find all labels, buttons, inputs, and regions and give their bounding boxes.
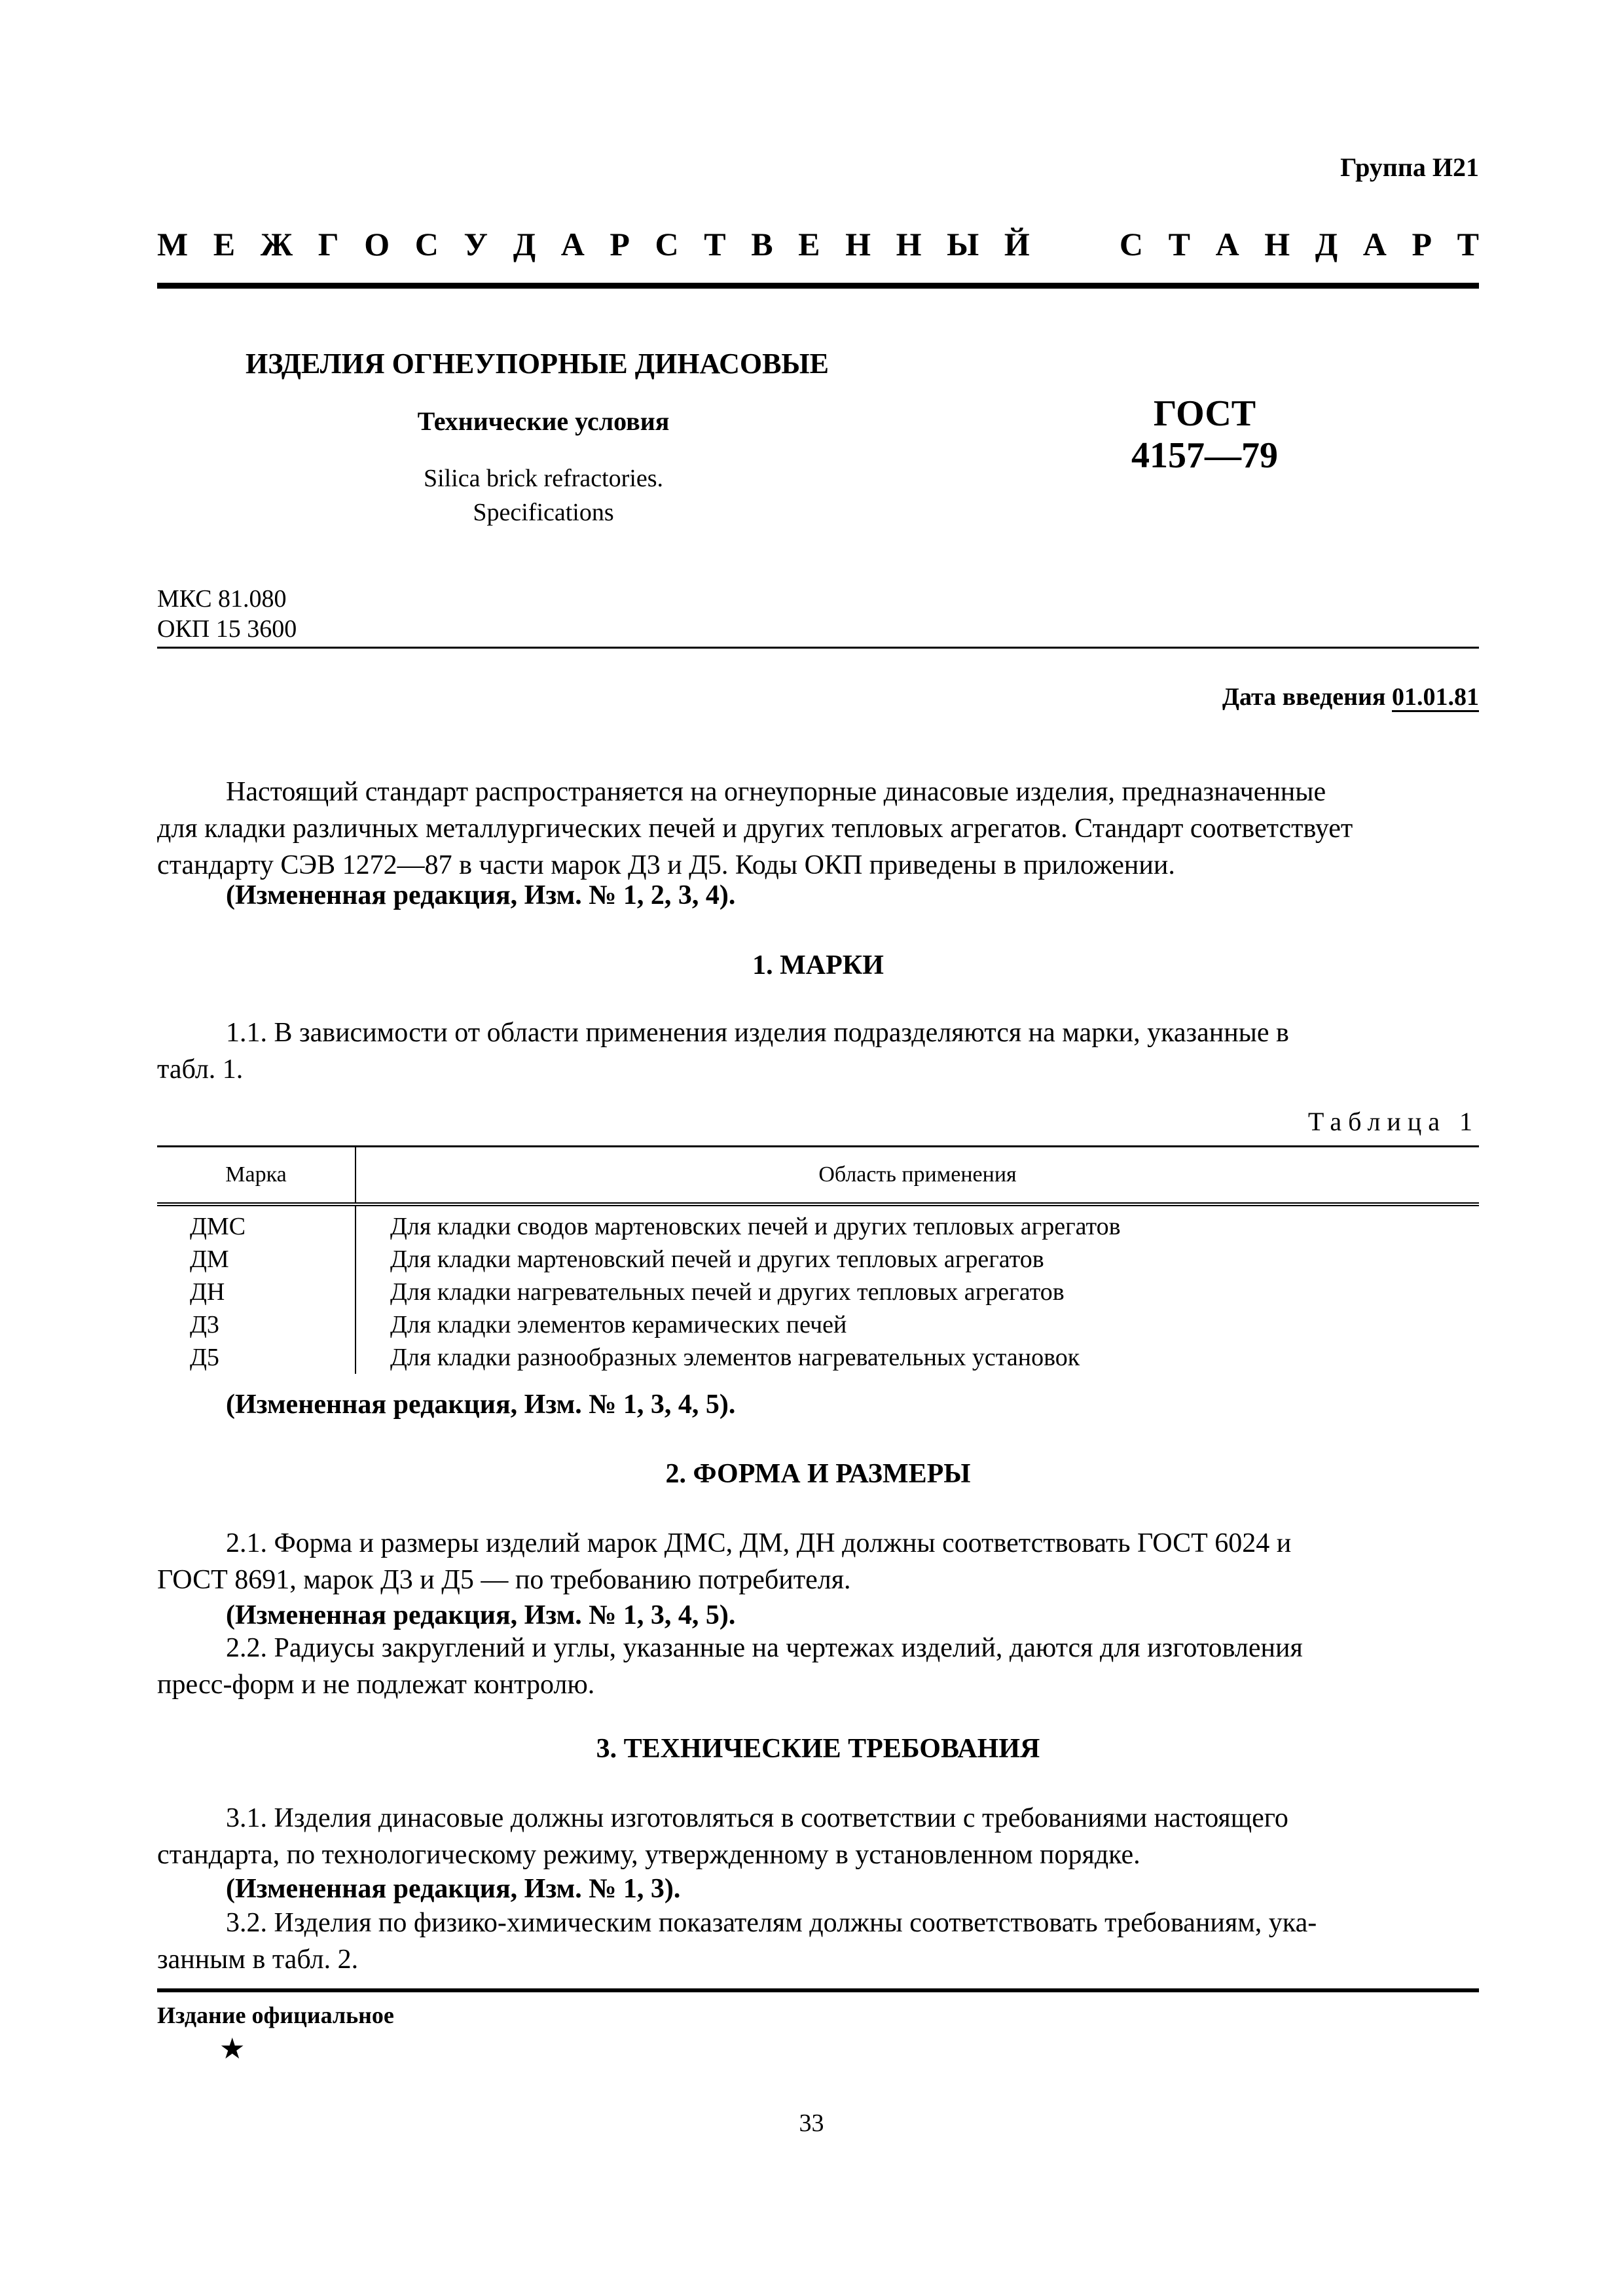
- paragraph-1-1: 1.1. В зависимости от области применения изделия подразделяются на марки, указанные в табл. 1.: [157, 1018, 1289, 1085]
- group-code: Группа И21: [1340, 152, 1479, 182]
- table-row: [157, 1243, 1479, 1276]
- codes-rule: [157, 647, 1479, 649]
- standard-banner: М Е Ж Г О С У Д А Р С Т В Е Н Н Ы Й С Т А Н Д А Р Т: [157, 226, 1479, 262]
- gost-number: ГОСТ 4157—79: [1131, 393, 1278, 476]
- official-edition-label: Издание официальное: [157, 2002, 394, 2028]
- okp-code: ОКП 15 3600: [157, 615, 297, 643]
- grade-cell: ДМ: [157, 1243, 356, 1276]
- footer-rule: [157, 1988, 1479, 1992]
- introduction-date: Дата введения 01.01.81: [1222, 683, 1479, 711]
- paragraph-2-2: 2.2. Радиусы закруглений и углы, указанные на чертежах изделий, даются для изготовления пресс-форм и не подлежат контролю.: [157, 1633, 1303, 1700]
- table-header-row: [157, 1147, 1479, 1205]
- paragraph-2-1: 2.1. Форма и размеры изделий марок ДМС, ДМ, ДН должны соответствовать ГОСТ 6024 и ГОСТ 8691, марок Д3 и Д5 — по требованию потребителя.: [157, 1528, 1292, 1595]
- table-caption: Таблица 1: [1307, 1107, 1479, 1136]
- section-heading: 3. ТЕХНИЧЕСКИЕ ТРЕБОВАНИЯ: [596, 1734, 1040, 1764]
- classification-codes: [157, 584, 297, 644]
- paragraph-3-1: 3.1. Изделия динасовые должны изготовляться в соответствии с требованиями настоящего стандарта, по технологическому режиму, утвержденному в установленном порядке.: [157, 1803, 1288, 1870]
- grade-cell: Д5: [157, 1341, 356, 1374]
- intro-paragraph: Настоящий стандарт распространяется на огнеупорные динасовые изделия, предназначенные для кладки различных металлургических печей и других тепловых агрегатов. Стандарт соответствует стандарту СЭВ 1272—87 в части марок Д3 и Д5. Коды ОКП приведены в приложении.: [157, 777, 1353, 880]
- table-row: [157, 1341, 1479, 1374]
- grades-table: [157, 1145, 1479, 1374]
- grade-cell: ДМС: [157, 1204, 356, 1243]
- mks-code: МКС 81.080: [157, 585, 287, 613]
- amendment-note: (Измененная редакция, Изм. № 1, 3, 4, 5).: [226, 1600, 736, 1630]
- document-title: ИЗДЕЛИЯ ОГНЕУПОРНЫЕ ДИНАСОВЫЕ: [246, 348, 829, 380]
- section-heading: 1. МАРКИ: [752, 950, 884, 980]
- amendment-note: (Измененная редакция, Изм. № 1, 2, 3, 4).: [226, 880, 736, 910]
- table-row: [157, 1276, 1479, 1308]
- application-cell: Для кладки разнообразных элементов нагревательных установок: [390, 1344, 1080, 1371]
- application-cell: Для кладки сводов мартеновских печей и других тепловых агрегатов: [390, 1213, 1121, 1240]
- application-cell: Для кладки элементов керамических печей: [390, 1311, 847, 1338]
- document-subtitle: Технические условия: [417, 406, 670, 436]
- amendment-note: (Измененная редакция, Изм. № 1, 3, 4, 5).: [226, 1390, 736, 1420]
- application-cell: Для кладки мартеновский печей и других тепловых агрегатов: [390, 1246, 1044, 1273]
- table-header-cell: Область применения: [818, 1162, 1017, 1187]
- application-cell: Для кладки нагревательных печей и других тепловых агрегатов: [390, 1278, 1065, 1306]
- paragraph-3-2: 3.2. Изделия по физико-химическим показателям должны соответствовать требованиям, ука- занным в табл. 2.: [157, 1908, 1317, 1975]
- english-title: Silica brick refractories. Specifications: [423, 465, 664, 526]
- section-heading: 2. ФОРМА И РАЗМЕРЫ: [665, 1459, 971, 1489]
- grade-cell: Д3: [157, 1308, 356, 1341]
- table-row: [157, 1308, 1479, 1341]
- table-header-cell: Марка: [157, 1147, 356, 1205]
- star-icon: ★: [219, 2033, 246, 2065]
- grade-cell: ДН: [157, 1276, 356, 1308]
- amendment-note: (Измененная редакция, Изм. № 1, 3).: [226, 1874, 681, 1904]
- header-rule: [157, 283, 1479, 289]
- table-row: [157, 1204, 1479, 1243]
- page-number: 33: [799, 2109, 824, 2137]
